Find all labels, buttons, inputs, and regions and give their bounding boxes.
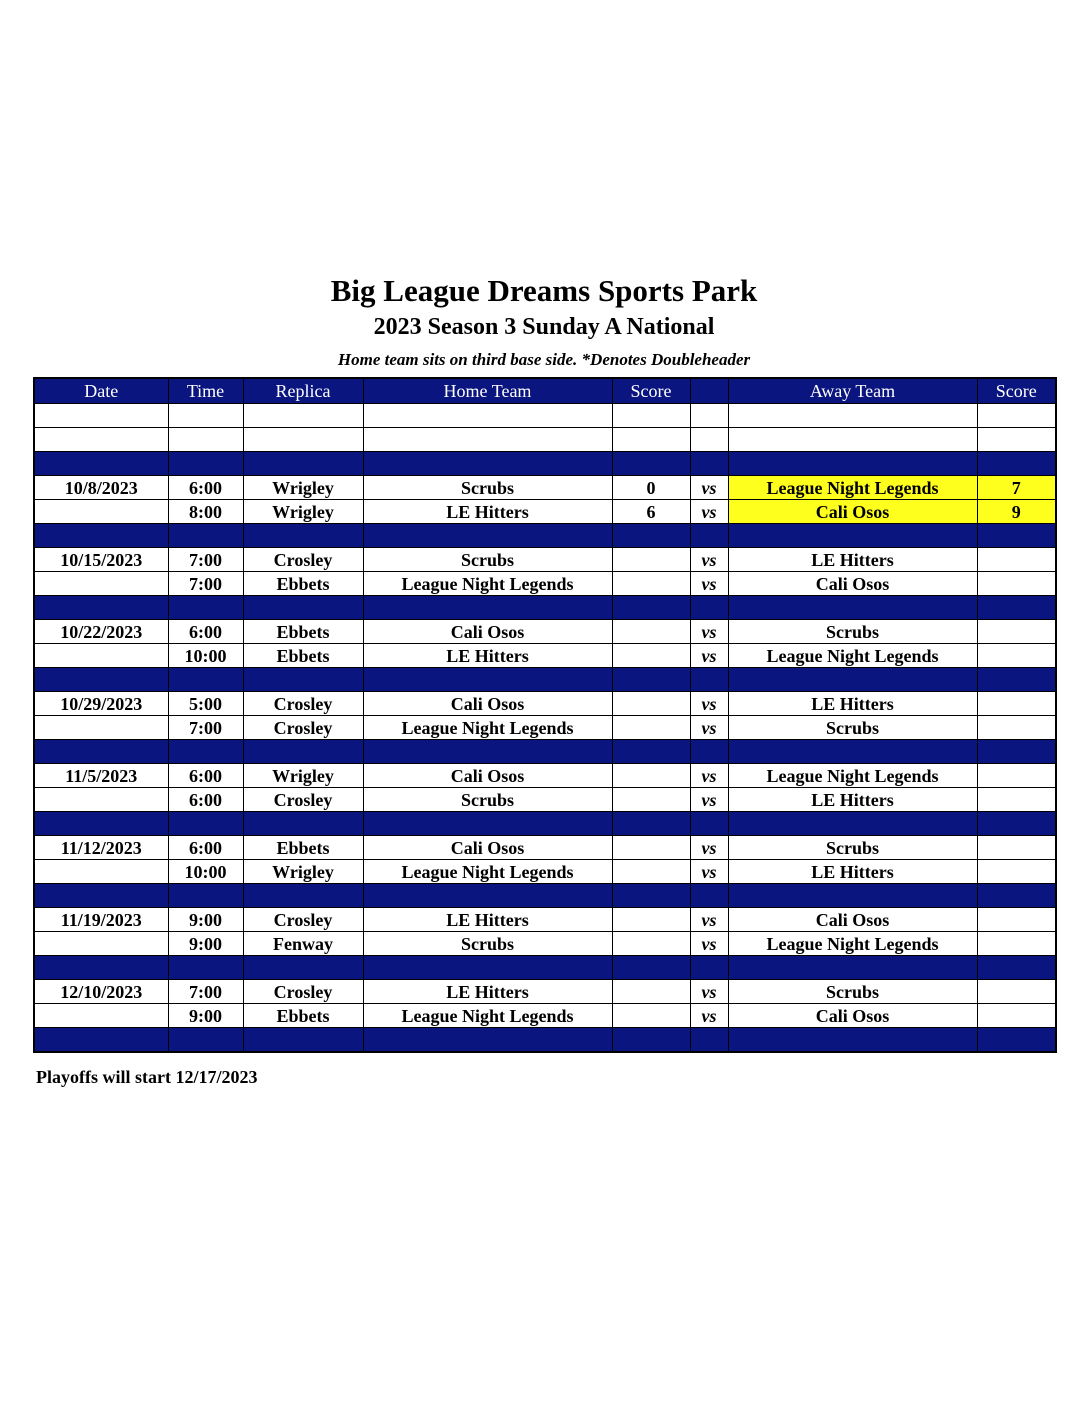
away-score-cell [977,860,1056,884]
table-row [34,788,1056,812]
empty-cell [690,452,728,476]
replica-field-cell: Ebbets [243,620,363,644]
empty-cell [34,812,168,836]
table-row [34,548,1056,572]
game-date-cell [34,572,168,596]
home-team-cell: LE Hitters [363,644,612,668]
away-team-cell: League Night Legends [728,764,977,788]
away-team-cell: LE Hitters [728,860,977,884]
replica-field-cell: Wrigley [243,476,363,500]
game-date-cell: 10/8/2023 [34,476,168,500]
game-date-cell [34,716,168,740]
week-separator-row [34,956,1056,980]
replica-field-cell: Crosley [243,692,363,716]
replica-field-cell: Ebbets [243,644,363,668]
page-subtitle: 2023 Season 3 Sunday A National [373,314,715,340]
col-header-replica: Replica [243,378,363,404]
replica-field-cell: Crosley [243,908,363,932]
empty-cell [977,1028,1056,1053]
vs-cell: vs [690,620,728,644]
home-score-cell: 6 [612,500,690,524]
away-score-cell: 7 [977,476,1056,500]
table-row [34,572,1056,596]
empty-cell [612,452,690,476]
empty-cell [363,740,612,764]
game-time-cell: 10:00 [168,860,243,884]
game-time-cell: 6:00 [168,764,243,788]
home-team-cell: LE Hitters [363,500,612,524]
away-score-cell [977,620,1056,644]
table-row [34,980,1056,1004]
blank-row [34,404,1056,428]
empty-cell [168,524,243,548]
game-time-cell: 7:00 [168,980,243,1004]
home-team-cell: Scrubs [363,476,612,500]
table-row [34,932,1056,956]
away-score-cell: 9 [977,500,1056,524]
away-score-cell [977,788,1056,812]
week-separator-row [34,812,1056,836]
empty-cell [363,812,612,836]
empty-cell [34,404,168,428]
vs-cell: vs [690,764,728,788]
empty-cell [977,812,1056,836]
home-score-cell [612,908,690,932]
game-time-cell: 7:00 [168,548,243,572]
empty-cell [977,404,1056,428]
home-score-cell [612,764,690,788]
empty-cell [690,884,728,908]
empty-cell [168,428,243,452]
col-header-home-team: Home Team [363,378,612,404]
empty-cell [168,668,243,692]
away-team-cell: Cali Osos [728,500,977,524]
away-score-cell [977,980,1056,1004]
home-score-cell [612,692,690,716]
table-header-row [34,378,1056,404]
week-separator-row [34,1028,1056,1053]
vs-cell: vs [690,692,728,716]
game-date-cell [34,1004,168,1028]
game-time-cell: 6:00 [168,476,243,500]
game-date-cell [34,932,168,956]
game-date-cell [34,500,168,524]
game-date-cell: 10/29/2023 [34,692,168,716]
home-team-cell: Cali Osos [363,692,612,716]
empty-cell [977,884,1056,908]
away-score-cell [977,836,1056,860]
table-row [34,908,1056,932]
home-score-cell [612,620,690,644]
empty-cell [34,668,168,692]
game-date-cell [34,644,168,668]
game-date-cell: 11/19/2023 [34,908,168,932]
empty-cell [34,596,168,620]
away-score-cell [977,716,1056,740]
empty-cell [168,596,243,620]
week-separator-row [34,884,1056,908]
schedule-body [34,404,1056,1053]
week-separator-row [34,452,1056,476]
away-team-cell: Scrubs [728,836,977,860]
week-separator-row [34,740,1056,764]
game-time-cell: 6:00 [168,620,243,644]
empty-cell [243,596,363,620]
game-date-cell: 12/10/2023 [34,980,168,1004]
replica-field-cell: Wrigley [243,764,363,788]
empty-cell [612,596,690,620]
empty-cell [243,452,363,476]
home-team-cell: Cali Osos [363,620,612,644]
empty-cell [34,452,168,476]
empty-cell [243,740,363,764]
empty-cell [34,956,168,980]
home-team-cell: League Night Legends [363,1004,612,1028]
table-row [34,716,1056,740]
game-time-cell: 6:00 [168,836,243,860]
vs-cell: vs [690,1004,728,1028]
empty-cell [977,428,1056,452]
home-team-cell: Scrubs [363,788,612,812]
empty-cell [168,740,243,764]
empty-cell [168,404,243,428]
game-time-cell: 9:00 [168,932,243,956]
empty-cell [728,524,977,548]
empty-cell [690,1028,728,1053]
empty-cell [363,524,612,548]
game-date-cell [34,788,168,812]
empty-cell [728,428,977,452]
home-team-cell: Cali Osos [363,764,612,788]
empty-cell [690,596,728,620]
vs-cell: vs [690,644,728,668]
away-team-cell: League Night Legends [728,476,977,500]
away-team-cell: Cali Osos [728,572,977,596]
table-row [34,764,1056,788]
replica-field-cell: Crosley [243,716,363,740]
table-row [34,692,1056,716]
empty-cell [243,812,363,836]
away-team-cell: League Night Legends [728,644,977,668]
replica-field-cell: Crosley [243,788,363,812]
empty-cell [977,452,1056,476]
away-score-cell [977,764,1056,788]
vs-cell: vs [690,932,728,956]
away-team-cell: Cali Osos [728,908,977,932]
home-score-cell: 0 [612,476,690,500]
home-score-cell [612,716,690,740]
home-score-cell [612,836,690,860]
empty-cell [728,668,977,692]
game-time-cell: 5:00 [168,692,243,716]
page-title: Big League Dreams Sports Park [330,273,758,308]
game-date-cell [34,860,168,884]
empty-cell [690,404,728,428]
home-team-cell: LE Hitters [363,980,612,1004]
game-date-cell: 11/5/2023 [34,764,168,788]
week-separator-row [34,668,1056,692]
empty-cell [977,668,1056,692]
game-time-cell: 9:00 [168,1004,243,1028]
game-time-cell: 7:00 [168,572,243,596]
empty-cell [728,596,977,620]
replica-field-cell: Wrigley [243,500,363,524]
vs-cell: vs [690,716,728,740]
vs-cell: vs [690,860,728,884]
col-header-home-score: Score [612,378,690,404]
home-score-cell [612,1004,690,1028]
empty-cell [612,404,690,428]
home-team-cell: League Night Legends [363,716,612,740]
away-score-cell [977,1004,1056,1028]
replica-field-cell: Wrigley [243,860,363,884]
table-row [34,476,1056,500]
empty-cell [34,740,168,764]
home-score-cell [612,980,690,1004]
col-header-date: Date [34,378,168,404]
replica-field-cell: Ebbets [243,572,363,596]
away-score-cell [977,692,1056,716]
away-team-cell: Scrubs [728,620,977,644]
empty-cell [243,884,363,908]
empty-cell [34,884,168,908]
home-team-cell: Scrubs [363,548,612,572]
playoffs-note: Playoffs will start 12/17/2023 [36,1067,258,1087]
empty-cell [612,884,690,908]
game-time-cell: 10:00 [168,644,243,668]
vs-cell: vs [690,572,728,596]
replica-field-cell: Crosley [243,980,363,1004]
replica-field-cell: Ebbets [243,1004,363,1028]
empty-cell [977,524,1056,548]
game-date-cell: 11/12/2023 [34,836,168,860]
empty-cell [168,884,243,908]
empty-cell [690,956,728,980]
table-row [34,860,1056,884]
schedule-table [33,377,1057,1053]
table-row [34,1004,1056,1028]
home-score-cell [612,932,690,956]
vs-cell: vs [690,980,728,1004]
empty-cell [728,1028,977,1053]
empty-cell [34,428,168,452]
replica-field-cell: Crosley [243,548,363,572]
table-row [34,500,1056,524]
empty-cell [728,884,977,908]
home-score-cell [612,860,690,884]
empty-cell [243,524,363,548]
game-date-cell: 10/22/2023 [34,620,168,644]
schedule-note: Home team sits on third base side. *Denotes Doubleheader [337,350,751,369]
empty-cell [363,596,612,620]
empty-cell [977,596,1056,620]
empty-cell [243,428,363,452]
empty-cell [243,956,363,980]
vs-cell: vs [690,548,728,572]
empty-cell [690,668,728,692]
empty-cell [728,404,977,428]
blank-row [34,428,1056,452]
empty-cell [612,524,690,548]
table-row [34,644,1056,668]
away-score-cell [977,932,1056,956]
week-separator-row [34,596,1056,620]
empty-cell [168,956,243,980]
empty-cell [168,1028,243,1053]
empty-cell [363,452,612,476]
vs-cell: vs [690,476,728,500]
empty-cell [612,668,690,692]
empty-cell [977,956,1056,980]
vs-cell: vs [690,500,728,524]
away-team-cell: Cali Osos [728,1004,977,1028]
home-team-cell: LE Hitters [363,908,612,932]
away-team-cell: League Night Legends [728,932,977,956]
week-separator-row [34,524,1056,548]
away-team-cell: LE Hitters [728,548,977,572]
empty-cell [728,812,977,836]
empty-cell [690,740,728,764]
empty-cell [690,812,728,836]
vs-cell: vs [690,836,728,860]
home-score-cell [612,548,690,572]
empty-cell [612,740,690,764]
empty-cell [728,452,977,476]
game-time-cell: 6:00 [168,788,243,812]
away-team-cell: LE Hitters [728,692,977,716]
empty-cell [34,524,168,548]
table-row [34,620,1056,644]
home-team-cell: Scrubs [363,932,612,956]
empty-cell [728,956,977,980]
home-team-cell: League Night Legends [363,860,612,884]
replica-field-cell: Fenway [243,932,363,956]
away-team-cell: Scrubs [728,716,977,740]
empty-cell [690,428,728,452]
away-team-cell: Scrubs [728,980,977,1004]
empty-cell [243,668,363,692]
vs-cell: vs [690,788,728,812]
empty-cell [612,956,690,980]
empty-cell [363,956,612,980]
home-team-cell: Cali Osos [363,836,612,860]
home-score-cell [612,788,690,812]
empty-cell [34,1028,168,1053]
col-header-vs [690,378,728,404]
home-team-cell: League Night Legends [363,572,612,596]
home-score-cell [612,572,690,596]
empty-cell [168,452,243,476]
empty-cell [168,812,243,836]
table-row [34,836,1056,860]
empty-cell [243,404,363,428]
game-time-cell: 8:00 [168,500,243,524]
empty-cell [363,404,612,428]
away-score-cell [977,908,1056,932]
col-header-away-team: Away Team [728,378,977,404]
col-header-time: Time [168,378,243,404]
empty-cell [363,668,612,692]
empty-cell [977,740,1056,764]
game-time-cell: 7:00 [168,716,243,740]
replica-field-cell: Ebbets [243,836,363,860]
empty-cell [728,740,977,764]
col-header-away-score: Score [977,378,1056,404]
empty-cell [243,1028,363,1053]
away-score-cell [977,548,1056,572]
away-team-cell: LE Hitters [728,788,977,812]
empty-cell [363,428,612,452]
empty-cell [612,812,690,836]
game-time-cell: 9:00 [168,908,243,932]
empty-cell [363,1028,612,1053]
empty-cell [612,1028,690,1053]
vs-cell: vs [690,908,728,932]
away-score-cell [977,644,1056,668]
empty-cell [363,884,612,908]
home-score-cell [612,644,690,668]
game-date-cell: 10/15/2023 [34,548,168,572]
empty-cell [612,428,690,452]
empty-cell [690,524,728,548]
away-score-cell [977,572,1056,596]
